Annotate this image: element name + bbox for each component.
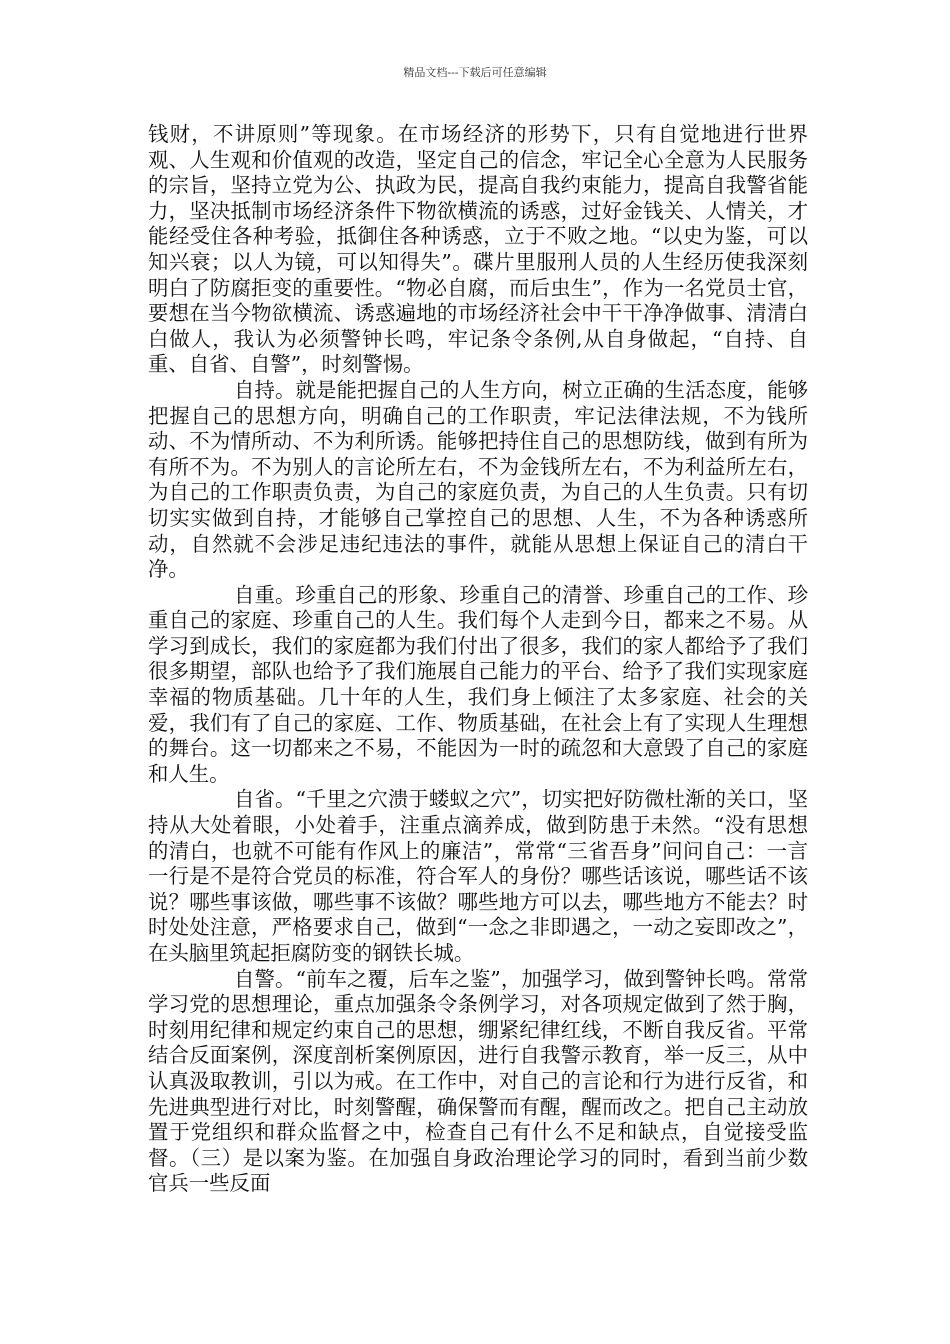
paragraph-self-control: 自持。就是能把握自己的人生方向，树立正确的生活态度，能够把握自己的思想方向，明确自己的工作职责，牢记法律法规，不为钱所动、不为情所动、不为利所诱。能够把持住自己的思想防线，做到有所为有所不为。不为别人的言论所左右，不为金钱所左右，不为利益所左右，为自己的工作职责负责，为自己的家庭负责，为自己的人生负责。只有切切实实做到自持，才能够自己掌控自己的思想、人生，不为各种诱惑所动，自然就不会涉足违纪违法的事件，就能从思想上保证自己的清白干净。	[148, 377, 808, 582]
paragraph-self-reflection: 自省。“千里之穴溃于蝼蚁之穴”，切实把好防微杜渐的关口，坚持从大处着眼，小处着手，注重点滴养成，做到防患于未然。“没有思想的清白，也就不可能有作风上的廉洁”，常常“三省吾身”问问自己：一言一行是不是符合党员的标准，符合军人的身份？哪些话该说，哪些话不该说？哪些事该做，哪些事不该做？哪些地方可以去，哪些地方不能去？时时处处注意，严格要求自己，做到“一念之非即遇之，一动之妄即改之”，在头脑里筑起拒腐防变的钢铁长城。	[148, 787, 808, 965]
paragraph-self-respect: 自重。珍重自己的形象、珍重自己的清誉、珍重自己的工作、珍重自己的家庭、珍重自己的人生。我们每个人走到今日，都来之不易。从学习到成长，我们的家庭都为我们付出了很多，我们的家人都给予了我们很多期望，部队也给予了我们施展自己能力的平台、给予了我们实现家庭幸福的物质基础。几十年的人生，我们身上倾注了太多家庭、社会的关爱，我们有了自己的家庭、工作、物质基础，在社会上有了实现人生理想的舞台。这一切都来之不易，不能因为一时的疏忽和大意毁了自己的家庭和人生。	[148, 582, 808, 786]
paragraph-intro: 钱财，不讲原则”等现象。在市场经济的形势下，只有自觉地进行世界观、人生观和价值观的改造，坚定自己的信念，牢记全心全意为人民服务的宗旨，坚持立党为公、执政为民，提高自我约束能力，提高自我警省能力，坚决抵制市场经济条件下物欲横流的诱惑，过好金钱关、人情关，才能经受住各种考验，抵御住各种诱惑，立于不败之地。“以史为鉴，可以知兴衰；以人为镜，可以知得失”。碟片里服刑人员的人生经历使我深刻明白了防腐拒变的重要性。“物必自腐，而后虫生”，作为一名党员士官，要想在当今物欲横流、诱惑遍地的市场经济社会中干干净净做事、清清白白做人，我认为必须警钟长鸣，牢记条令条例,从自身做起，“自持、自重、自省、自警”，时刻警惕。	[148, 122, 808, 377]
paragraph-self-alert: 自警。“前车之覆，后车之鉴”，加强学习，做到警钟长鸣。常常学习党的思想理论，重点加强条令条例学习，对各项规定做到了然于胸，时刻用纪律和规定约束自己的思想，绷紧纪律红线，不断自我反省。平常结合反面案例，深度剖析案例原因，进行自我警示教育，举一反三，从中认真汲取教训，引以为戒。在工作中，对自己的言论和行为进行反省，和先进典型进行对比，时刻警醒，确保警而有醒，醒而改之。把自己主动放置于党组织和群众监督之中，检查自己有什么不足和缺点，自觉接受监督。（三）是以案为鉴。在加强自身政治理论学习的同时，看到当前少数官兵一些反面	[148, 966, 808, 1196]
document-body	[148, 122, 808, 1197]
page-header: 精品文档---下载后可任意编辑	[403, 66, 547, 79]
